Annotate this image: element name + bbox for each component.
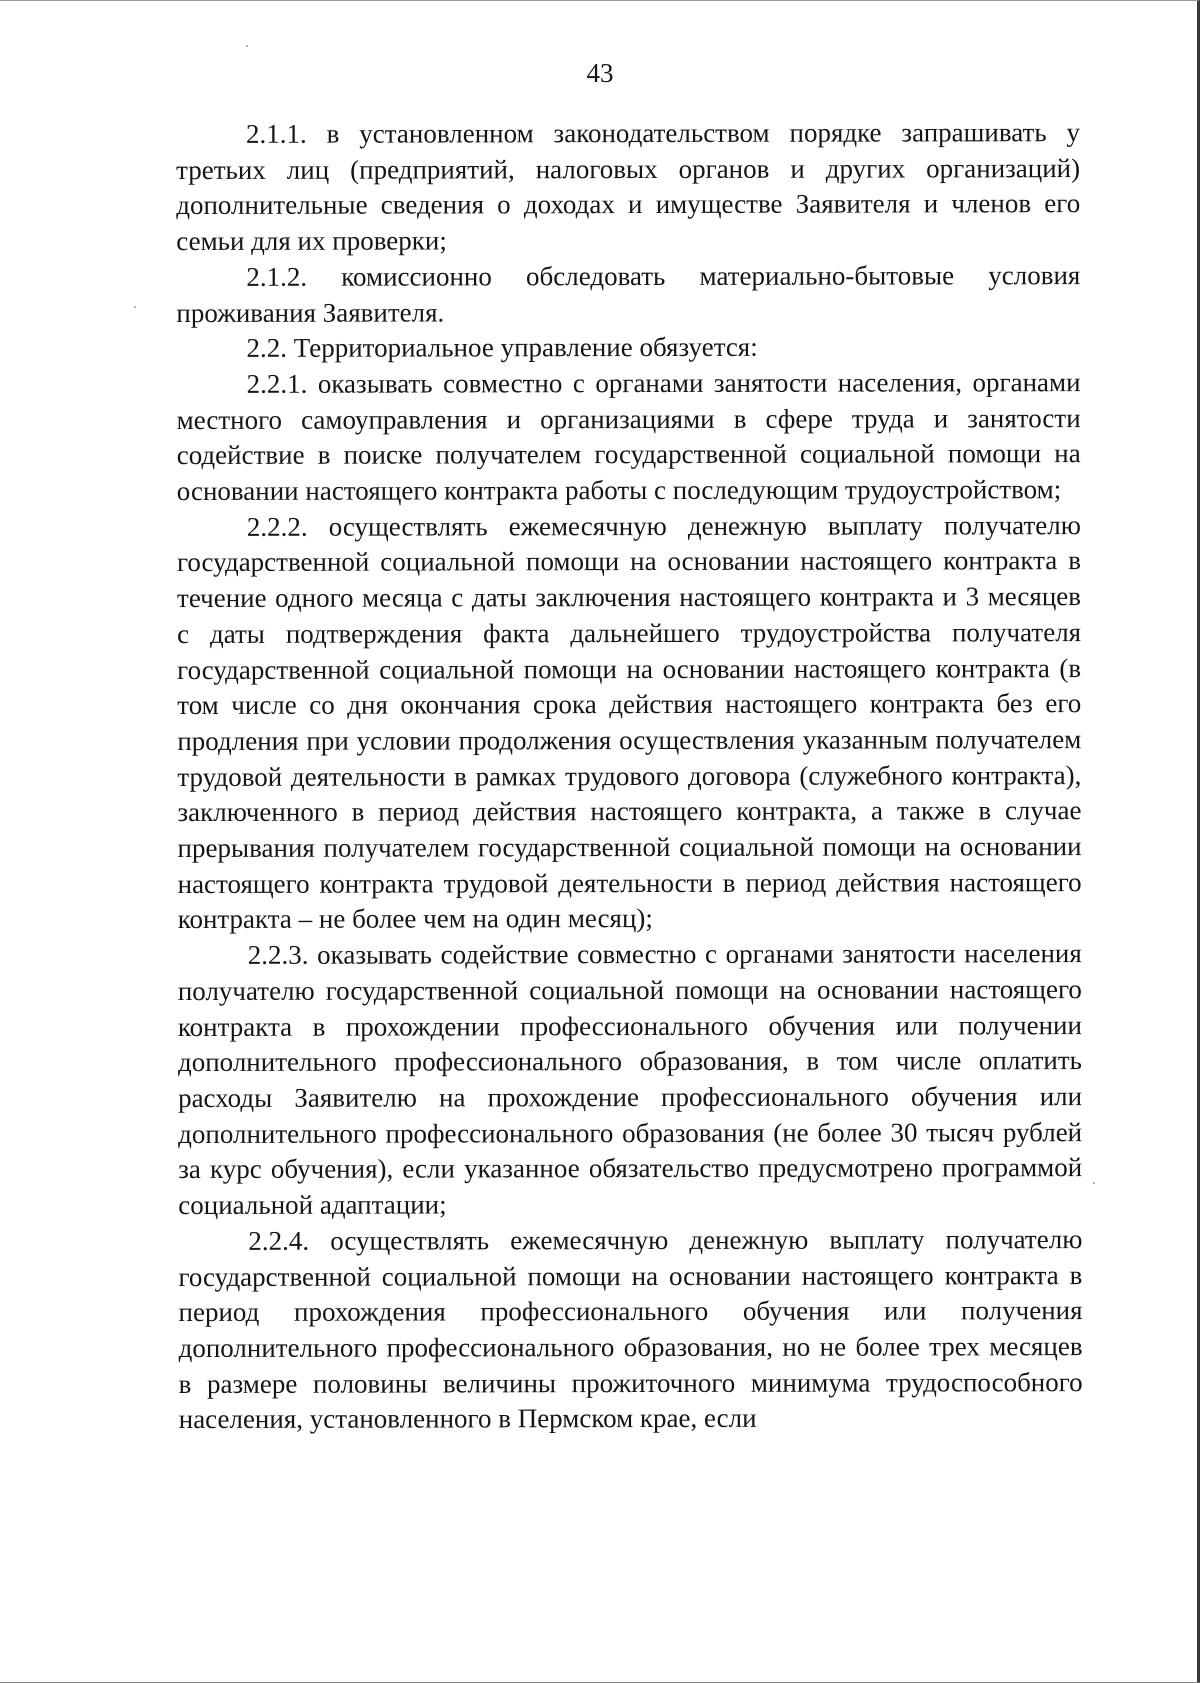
paragraph-2-2-4: 2.2.4. осуществлять ежемесячную денежную выплату получателю государственной социальной помощи на основании настоящего контракта в период прохождения профессионального обучения или получения дополнительного профессионального образования, но не более трех месяцев в размере половины величины прожиточного минимума трудоспособного населения, установленного в Пермском крае, если (178, 1223, 1083, 1435)
page-number: 43 (586, 58, 614, 88)
paragraph-2-2-3: 2.2.3. оказывать содействие совместно с органами занятости населения получателю государственной социальной помощи на основании настоящего контракта в прохождении профессионального обучения или получении дополнительного профессионального образования, в том числе оплатить расходы Заявителю на прохождение профессионального обучения или дополнительного профессионального образования (не более 30 тысяч рублей за курс обучения), если указанное обязательство предусмотрено программой социальной адаптации; (177, 938, 1083, 1221)
paragraph-2-2-1: 2.2.1. оказывать совместно с органами занятости населения, органами местного самоуправления и организациями в сфере труда и занятости содействие в поиске получателем государственной социальной помощи на основании настоящего контракта работы с последующим трудоустройством; (176, 367, 1081, 507)
paragraph-2-1-1: 2.1.1. в установленном законодательством порядке запрашивать у третьих лиц (предприятий, налоговых органов и других организаций) дополнительные сведения о доходах и имуществе Заявителя и членов его семьи для их проверки; (176, 117, 1081, 257)
scan-speck (1093, 1182, 1095, 1184)
paragraph-2-1-2: 2.1.2. комиссионно обследовать материально-бытовые условия проживания Заявителя. (176, 259, 1081, 328)
document-body (176, 115, 1083, 1438)
scan-speck (134, 306, 136, 308)
paragraph-2-2-2: 2.2.2. осуществлять ежемесячную денежную выплату получателю государственной социальной помощи на основании настоящего контракта в течение одного месяца с даты заключения настоящего контракта и 3 месяцев с даты подтверждения факта дальнейшего трудоустройства получателя государственной социальной помощи на основании настоящего контракта (в том числе со дня окончания срока действия настоящего контракта без его продления при условии продолжения осуществления указанным получателем трудовой деятельности в рамках трудового договора (служебного контракта), заключенного в период действия настоящего контракта, а также в случае прерывания получателем государственной социальной помощи на основании настоящего контракта трудовой деятельности в период действия настоящего контракта – не более чем на один месяц); (176, 509, 1082, 935)
scan-speck (246, 45, 248, 47)
paragraph-2-2: 2.2. Территориальное управление обязуется: (246, 332, 758, 364)
